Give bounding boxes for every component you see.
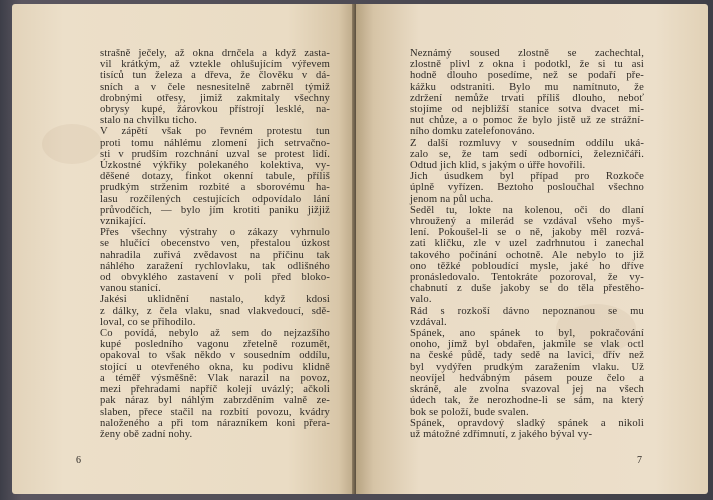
- text-line: údech tak, že nerozhodne-li se sám, na který: [410, 395, 644, 407]
- text-line: Přes všechny výstrahy o zákazy vyhrnulo: [100, 227, 330, 239]
- text-line: z dálky, z čela vlaku, snad vlakvedoucí, sdě-: [100, 305, 330, 317]
- page-number-left: 6: [76, 455, 81, 466]
- right-page: [356, 4, 708, 494]
- text-line: a téměř výsměšně: Vlak narazil na povoz,: [100, 372, 330, 384]
- paragraph: [392, 48, 644, 138]
- text-line: sti v prudším rozchnání uzval se protest lidí.: [100, 148, 330, 160]
- text-line: vhroužený a milerád se vzdával všeho myš-: [410, 216, 644, 228]
- paragraph: [82, 294, 330, 328]
- text-line: průvodčích, — bylo jím krotiti paniku jižjiž: [100, 204, 330, 216]
- text-line: Odtud jich klid, s jakým o úřře hovořili.: [410, 160, 586, 172]
- page-number-right: 7: [637, 455, 642, 466]
- text-line: slaben, přece stačil na rozbití povozu, kvádry: [100, 406, 330, 418]
- text-line: takového počínání ochotně. Ale nebylo to již: [410, 249, 644, 261]
- paragraph: [392, 138, 644, 172]
- text-line: vzdával.: [410, 316, 447, 328]
- right-page-text: [392, 48, 644, 440]
- text-line: hodně dlouho posedíme, než se podaří pře-: [410, 70, 644, 82]
- text-line: bok se položí, bude svalen.: [410, 406, 529, 418]
- paragraph: [392, 328, 644, 418]
- text-line: opakoval to však někdo v sousedním oddílu,: [100, 350, 330, 362]
- paragraph: [392, 171, 644, 205]
- text-line: chabnutí z duše jakoby se do těla přestěho-: [410, 283, 644, 295]
- text-line: mezi přehradami napříč kolejí uvázlý; ačkoli: [100, 384, 330, 396]
- text-line: Rád s rozkoší dávno nepoznanou se mu: [410, 305, 644, 317]
- text-line: skráně, ale zvolna svazoval jej na všech: [410, 384, 644, 396]
- text-line: Úzkostné výkřiky polekaného kolektiva, vy-: [100, 160, 330, 172]
- text-line: Seděl tu, lokte na kolenou, oči do dlaní: [410, 204, 644, 216]
- text-line: Spánek, ano spánek to byl, pokračování: [410, 328, 644, 340]
- paragraph: [82, 227, 330, 294]
- text-line: kážku odstraniti. Bylo mu namítnuto, že: [410, 81, 644, 93]
- text-line: Jich úsudkem byl případ pro Rozkoče: [410, 171, 644, 183]
- text-line: zalo se, že tam sedí odborníci, železničáři.: [410, 148, 644, 160]
- text-line: od obvyklého zastavení v poli před bloko-: [100, 272, 330, 284]
- left-page-text: [82, 48, 330, 440]
- paragraph: [82, 48, 330, 126]
- text-line: pak náraz byl náhlým zabrzděním valně ze-: [100, 395, 330, 407]
- text-line: sních a v čele nesnesitelně zabrněl týmiž: [100, 81, 330, 93]
- text-line: lení. Pokoušel-li se o ně, jakoby měl rozvá-: [410, 227, 644, 239]
- text-line: prudkým strženim rozbité a sborovému ha-: [100, 182, 330, 194]
- text-line: lasu rozčílených cestujících odpovídalo lání: [100, 193, 330, 205]
- text-line: drobnými otřesy, jimiž zakmitaly všechny: [100, 92, 330, 104]
- text-line: byl vydýřen prudkým zaražením vlaku. Už: [410, 361, 644, 373]
- text-line: obrysy kupé, žárovkou přístrojí lesklé, na-: [100, 104, 330, 116]
- text-line: na české půdě, tady sedě na lavici, dřív než: [410, 350, 644, 362]
- text-line: stalo na chvilku ticho.: [100, 115, 198, 127]
- text-line: proti tomu náhlému zlomení jich setrvačno-: [100, 137, 330, 149]
- text-line: kupé posledního vagonu zřetelně rozumět,: [100, 339, 330, 351]
- paragraph: [392, 306, 644, 328]
- text-line: Neznámý soused zlostně se zachechtal,: [410, 48, 644, 59]
- text-line: vanou stanicí.: [100, 283, 161, 295]
- text-line: zlostně plivl z okna i podotkl, že si tu asi: [410, 59, 644, 71]
- text-line: ženy obě zadní nohy.: [100, 428, 193, 440]
- text-line: Z další rozmluvy v sousedním oddílu uká-: [410, 137, 644, 149]
- text-line: nut chůze, a o pomoc že bylo jistě už ze strážní-: [410, 115, 644, 127]
- text-line: nahradila zuřivá zvědavost na příčinu tak: [100, 249, 330, 261]
- text-line: tisíců tun železa a dřeva, že člověku v dá-: [100, 70, 330, 82]
- text-line: Jakési uklidnění nastalo, když kdosi: [100, 294, 330, 306]
- text-line: naloženého a při tom nárazníkem koni přera-: [100, 417, 330, 429]
- text-line: vznikající.: [100, 216, 147, 228]
- paragraph: [392, 205, 644, 306]
- paragraph: [392, 418, 644, 440]
- text-line: úplně vyřízen. Beztoho posloučhal všechno: [410, 182, 644, 194]
- text-line: už mátožné zdřímnutí, z jakého býval vy-: [410, 428, 593, 440]
- text-line: Co povídá, nebylo až sem do nejzazšího: [100, 328, 330, 340]
- text-line: Spánek, opravdový sladký spánek a nikoli: [410, 417, 644, 429]
- text-line: pronásledovalo. Tentokráte pozoroval, že vy-: [410, 272, 644, 284]
- text-line: zati kličku, zle v uzel zadrhnutou i zanechal: [410, 238, 644, 250]
- text-line: strašně ječely, až okna drnčela a když zasta-: [100, 48, 330, 59]
- text-line: stojíme od nejbližší stanice sotva dvacet mi-: [410, 104, 644, 116]
- text-line: náhlého zaražení rychlovlaku, tak odlišného: [100, 260, 330, 272]
- text-line: děšené dotazy, finkot okenní tabule, příliš: [100, 171, 330, 183]
- paragraph: [82, 328, 330, 440]
- text-line: vil krátkým, až vztekle ohlušujícím výřevem: [100, 59, 330, 71]
- text-line: stojící u otevřeného okna, ku podivu klidně: [100, 361, 330, 373]
- text-line: valo.: [410, 294, 432, 306]
- text-line: ního domku zatelefonováno.: [410, 126, 535, 138]
- text-line: jenom na půl ucha.: [410, 193, 494, 205]
- text-line: onoho, jímž byl obdařen, jakmile se vlak octl: [410, 339, 644, 351]
- text-line: se hlučící obecenstvo ven, přestalou úzkost: [100, 238, 330, 250]
- left-page: [12, 4, 356, 494]
- text-line: loval, co se přihodilo.: [100, 316, 196, 328]
- paragraph: [82, 126, 330, 227]
- text-line: neovíjel hedvábným pásem pouze čelo a: [410, 372, 644, 384]
- text-line: zdržení nemůže trvati příliš dlouho, neboť: [410, 92, 644, 104]
- text-line: ono těžké pobloudící mysle, jaké ho dříve: [410, 260, 644, 272]
- text-line: V zápětí však po řevném protestu tun: [100, 126, 330, 138]
